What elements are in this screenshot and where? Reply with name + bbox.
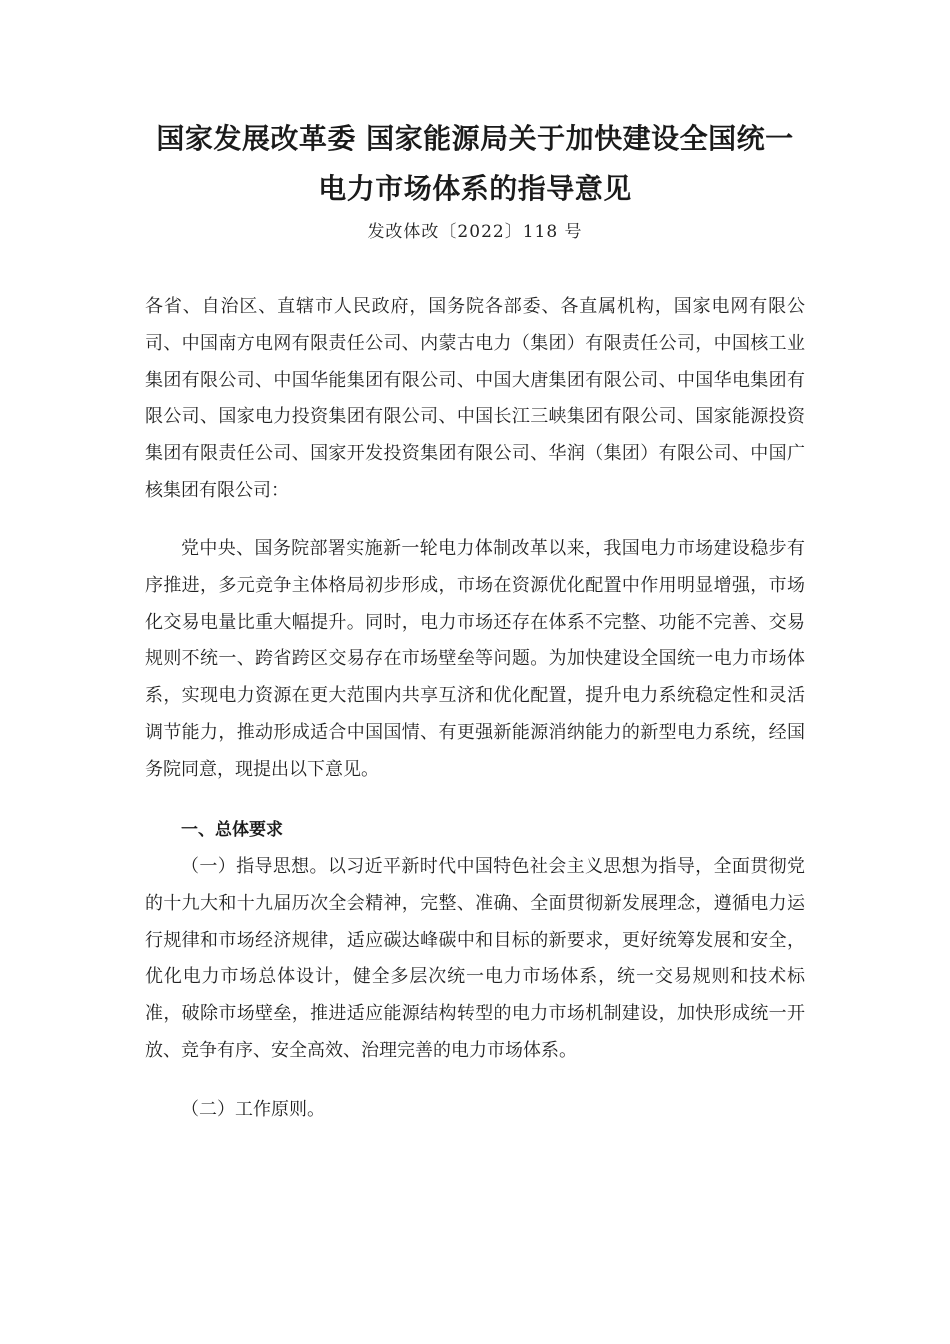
working-principles-heading: （二）工作原则。	[181, 1099, 325, 1120]
addressee-paragraph: 各省、自治区、直辖市人民政府，国务院各部委、各直属机构，国家电网有限公司、中国南方电网有限责任公司、内蒙古电力（集团）有限责任公司，中国核工业集团有限公司、中国华能集团有限公司、中国大唐集团有限公司、中国华电集团有限公司、国家电力投资集团有限公司、中国长江三峡集团有限公司、国家能源投资集团有限责任公司、国家开发投资集团有限公司、华润（集团）有限公司、中国广核集团有限公司：	[145, 296, 805, 501]
section-heading-general-requirements: 一、总体要求	[181, 820, 283, 840]
document-title-line-2: 电力市场体系的指导意见	[318, 172, 632, 205]
preamble-paragraph: 党中央、国务院部署实施新一轮电力体制改革以来，我国电力市场建设稳步有序推进，多元竞争主体格局初步形成，市场在资源优化配置中作用明显增强，市场化交易电量比重大幅提升。同时，电力市场还存在体系不完整、功能不完善、交易规则不统一、跨省跨区交易存在市场壁垒等问题。为加快建设全国统一电力市场体系，实现电力资源在更大范围内共享互济和优化配置，提升电力系统稳定性和灵活调节能力，推动形成适合中国国情、有更强新能源消纳能力的新型电力系统，经国务院同意，现提出以下意见。	[145, 538, 805, 780]
guiding-thought-paragraph: （一）指导思想。以习近平新时代中国特色社会主义思想为指导，全面贯彻党的十九大和十九届历次全会精神，完整、准确、全面贯彻新发展理念，遵循电力运行规律和市场经济规律，适应碳达峰碳中和目标的新要求，更好统筹发展和安全，优化电力市场总体设计，健全多层次统一电力市场体系，统一交易规则和技术标准，破除市场壁垒，推进适应能源结构转型的电力市场机制建设，加快形成统一开放、竞争有序、安全高效、治理完善的电力市场体系。	[145, 856, 805, 1061]
document-number: 发改体改〔2022〕118 号	[367, 222, 583, 242]
document-title-line-1: 国家发展改革委 国家能源局关于加快建设全国统一	[156, 122, 794, 155]
